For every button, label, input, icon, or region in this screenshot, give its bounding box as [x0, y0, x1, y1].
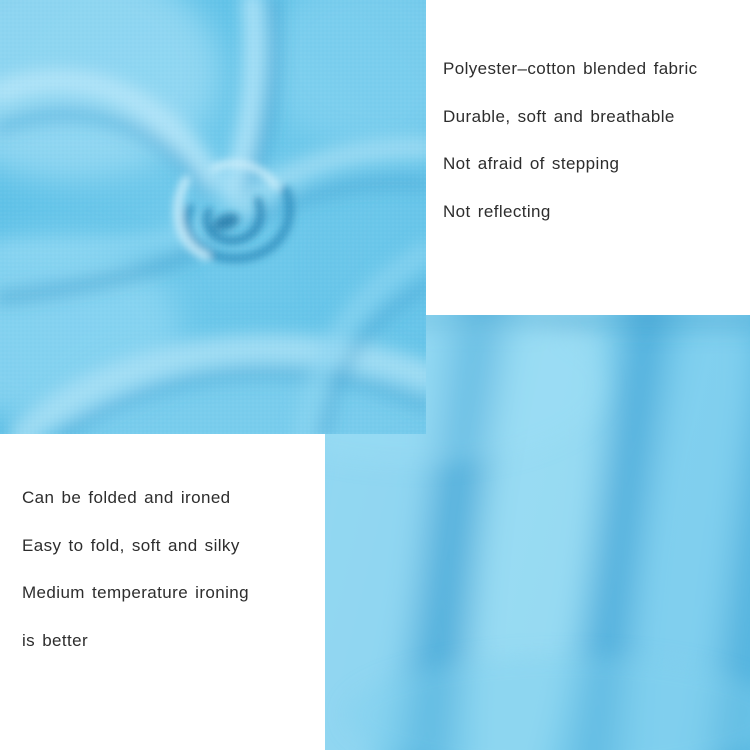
feature-line-is-better: is better	[22, 631, 89, 651]
feature-line-ironing: Medium temperature ironing	[22, 583, 249, 603]
swirl-fabric-image	[0, 0, 426, 434]
feature-line-fabric-blend: Polyester–cotton blended fabric	[443, 59, 698, 78]
feature-line-durable: Durable, soft and breathable	[443, 106, 675, 126]
feature-list-bottom-left	[22, 474, 249, 665]
feature-line-stepping: Not afraid of stepping	[443, 154, 620, 174]
feature-line-foldable: Can be folded and ironed	[22, 488, 231, 507]
feature-list-top-right	[443, 45, 698, 236]
swirl-fabric-photo	[0, 0, 426, 434]
feature-line-not-reflecting: Not reflecting	[443, 202, 551, 222]
feature-line-easy-fold: Easy to fold, soft and silky	[22, 535, 240, 555]
